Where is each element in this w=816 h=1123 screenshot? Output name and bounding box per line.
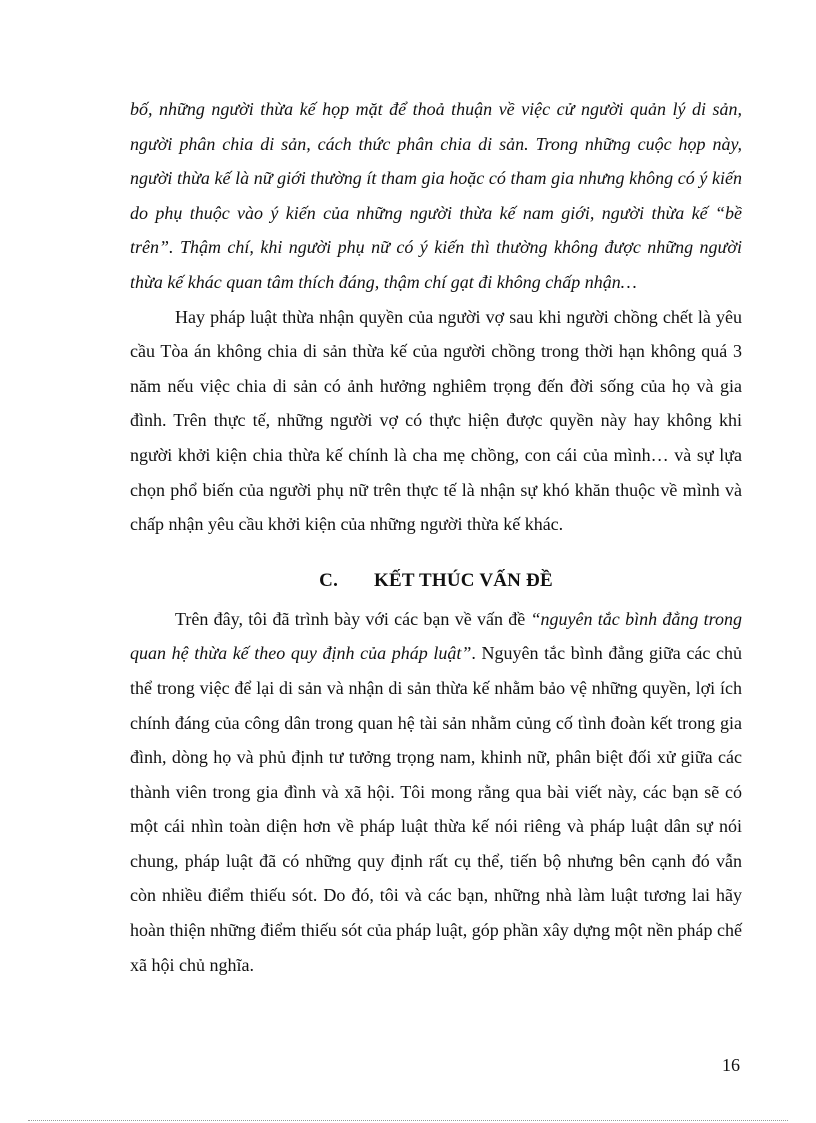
section-number: C. [319, 569, 339, 591]
paragraph-conclusion [130, 602, 742, 983]
paragraph-continued-quote: bố, những người thừa kế họp mặt để thoả thuận về việc cử người quản lý di sản, người phân chia di sản, cách thức phân chia di sản. Trong những cuộc họp này, người thừa kế là nữ giới thường ít tham gia hoặc có tham gia nhưng không có ý kiến do phụ thuộc vào ý kiến của những người thừa kế nam giới, người thừa kế “bề trên”. Thậm chí, khi người phụ nữ có ý kiến thì thường không được những người thừa kế khác quan tâm thích đáng, thậm chí gạt đi không chấp nhận… [130, 99, 742, 292]
document-body [130, 92, 742, 982]
page-number: 16 [722, 1055, 740, 1075]
section-heading [130, 564, 742, 598]
section-title: KẾT THÚC VẤN ĐỀ [374, 569, 553, 591]
conclusion-quoted-topic: “nguyên tắc bình đẳng trong quan hệ thừa kế theo quy định của pháp luật” [130, 608, 742, 664]
conclusion-body: . Nguyên tắc bình đẳng giữa các chủ thể trong việc để lại di sản và nhận di sản thừa kế nhằm bảo vệ những quyền, lợi ích chính đáng của công dân trong quan hệ tài sản nhằm củng cố tình đoàn kết trong gia đình, dòng họ và phủ định tư tưởng trọng nam, khinh nữ, phân biệt đối xử giữa các thành viên trong gia đình và xã hội. Tôi mong rằng qua bài viết này, các bạn sẽ có một cái nhìn toàn diện hơn về pháp luật thừa kế nói riêng và pháp luật dân sự nói chung, pháp luật đã có những quy định rất cụ thể, tiến bộ nhưng bên cạnh đó vẫn còn nhiều điểm thiếu sót. Do đó, tôi và các bạn, những nhà làm luật tương lai hãy hoàn thiện những điểm thiếu sót của pháp luật, góp phần xây dựng một nền pháp chế xã hội chủ nghĩa. [130, 643, 742, 975]
paragraph-wife-rights: Hay pháp luật thừa nhận quyền của người vợ sau khi người chồng chết là yêu cầu Tòa án không chia di sản thừa kế của người chồng trong thời hạn không quá 3 năm nếu việc chia di sản có ảnh hưởng nghiêm trọng đến đời sống của họ và gia đình. Trên thực tế, những người vợ có thực hiện được quyền này hay không khi người khởi kiện chia thừa kế chính là cha mẹ chồng, con cái của mình… và sự lựa chọn phổ biến của người phụ nữ trên thực tế là nhận sự khó khăn thuộc về mình và chấp nhận yêu cầu khởi kiện của những người thừa kế khác. [130, 306, 742, 535]
conclusion-intro: Trên đây, tôi đã trình bày với các bạn về vấn đề [175, 608, 531, 629]
footer-divider [28, 1120, 788, 1121]
